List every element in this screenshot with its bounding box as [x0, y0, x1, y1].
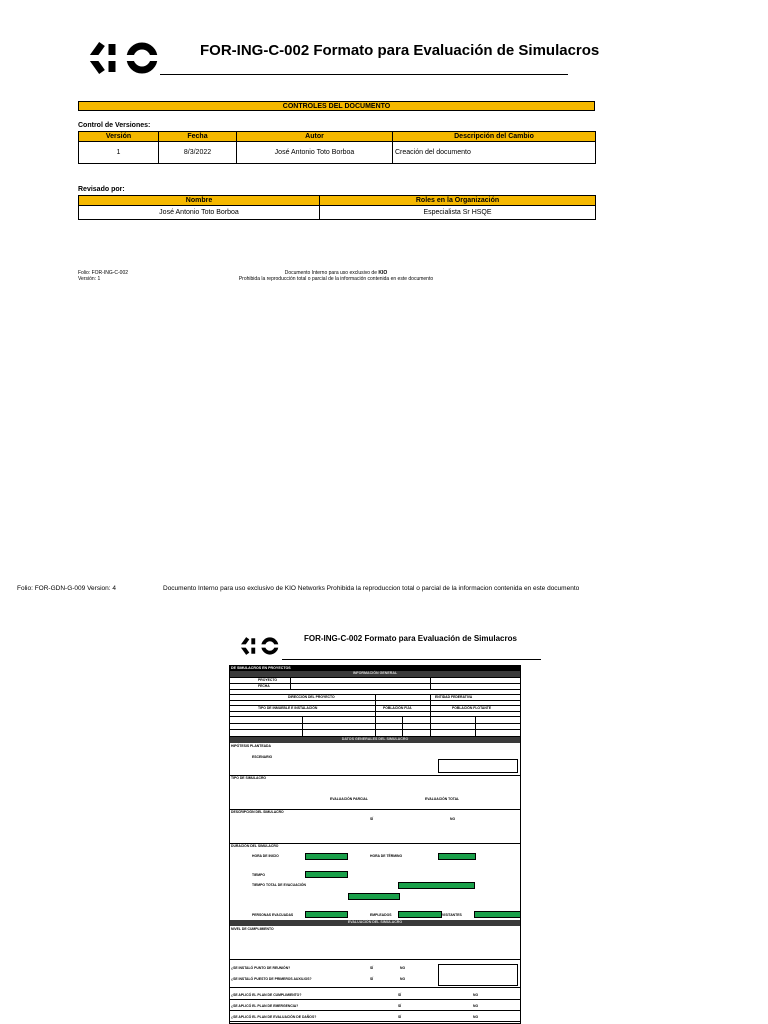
versions-header-description: Descripción del Cambio [393, 132, 596, 142]
reviewed-table [78, 195, 596, 220]
reviewed-header-role: Roles en la Organización [320, 196, 596, 206]
simulation-form [229, 665, 521, 1024]
start-time-field[interactable] [305, 853, 348, 860]
label-building-type: TIPO DE INMUEBLE E INSTALACIÓN [258, 706, 318, 710]
footer-notice-brand: KIO [378, 270, 388, 276]
label-meeting-point: ¿SE INSTALÓ PUNTO DE REUNIÓN? [231, 966, 291, 970]
label-total-evacuation-time: TIEMPO TOTAL DE EVACUACIÓN [252, 883, 307, 887]
employees-field[interactable] [398, 911, 442, 918]
label-floating-population: POBLACIÓN FLOTANTE [452, 706, 492, 710]
label-no: NO [400, 977, 406, 981]
label-project: PROYECTO [258, 678, 277, 682]
versions-header-author: Autor [237, 132, 393, 142]
versions-header-version: Versión [79, 132, 159, 142]
label-no: NO [473, 993, 479, 997]
label-direction: DIRECCIÓN DEL PROYECTO [288, 695, 335, 699]
label-total-evaluation: EVALUACIÓN TOTAL [425, 797, 460, 801]
duration-total-field[interactable] [348, 893, 400, 900]
kio-logo [240, 636, 282, 656]
visitors-field[interactable] [474, 911, 521, 918]
reviewer-role-cell: Especialista Sr HSQE [320, 206, 596, 220]
footer-folio: Folio: FOR-ING-C-002 [78, 270, 129, 276]
label-duration: DURACIÓN DEL SIMULACRO [231, 844, 279, 848]
end-time-field[interactable] [438, 853, 476, 860]
document-title: FOR-ING-C-002 Formato para Evaluación de Simulacros [200, 42, 600, 59]
table-row [79, 206, 596, 220]
versions-label: Control de Versiones: [78, 122, 151, 129]
title-divider [160, 74, 568, 75]
footer-notice-text: Documento Interno para uso exclusivo de [284, 270, 379, 276]
reviewer-name-cell: José Antonio Toto Borboa [79, 206, 320, 220]
label-no: NO [473, 1015, 479, 1019]
label-visitors: VISITANTES [442, 913, 462, 917]
kio-logo [88, 40, 164, 76]
label-scenario: ESCENARIO [252, 755, 273, 759]
total-evacuation-time-field[interactable] [398, 882, 475, 889]
reviewed-header-name: Nombre [79, 196, 320, 206]
reviewed-label: Revisado por: [78, 186, 125, 193]
label-no: NO [400, 966, 406, 970]
evacuated-people-field[interactable] [305, 911, 348, 918]
label-yes: SÍ [398, 1015, 402, 1019]
time-field[interactable] [305, 871, 348, 878]
label-compliance-level: NIVEL DE CUMPLIMIENTO [231, 927, 274, 931]
label-evacuated-people: PERSONAS EVACUADAS [252, 913, 294, 917]
form-title: DE SIMULACROS EN PROYECTOS [230, 666, 520, 671]
section-general-data: DATOS GENERALES DEL SIMULACRO [230, 737, 520, 743]
table-row [79, 142, 596, 164]
label-simulation-type: TIPO DE SIMULACRO [231, 776, 267, 780]
label-yes: SÍ [398, 993, 402, 997]
label-end-time: HORA DE TÉRMINO [370, 854, 403, 858]
document-title: FOR-ING-C-002 Formato para Evaluación de Simulacros [304, 634, 517, 643]
section-general-info: INFORMACIÓN GENERAL [230, 671, 520, 677]
author-cell: José Antonio Toto Borboa [237, 142, 393, 164]
label-emergency-plan: ¿SE APLICÓ EL PLAN DE EMERGENCIA? [231, 1004, 299, 1008]
label-time: TIEMPO [252, 873, 265, 877]
label-description: DESCRIPCIÓN DEL SIMULACRO [231, 810, 284, 814]
label-yes: SÍ [370, 977, 374, 981]
version-cell: 1 [79, 142, 159, 164]
label-first-aid: ¿SE INSTALÓ PUESTO DE PRIMEROS AUXILIOS? [231, 977, 312, 981]
label-fixed-population: POBLACIÓN FIJA [383, 706, 412, 710]
section-evaluation: EVALUACIÓN DEL SIMULACRO [230, 920, 520, 926]
versions-table [78, 131, 596, 164]
label-no: NO [450, 817, 456, 821]
label-yes: SÍ [370, 817, 374, 821]
title-divider [282, 659, 541, 660]
description-cell: Creación del documento [393, 142, 596, 164]
date-cell: 8/3/2022 [159, 142, 237, 164]
label-hypothesis: HIPÓTESIS PLANTEADA [231, 744, 271, 748]
label-damage-plan: ¿SE APLICÓ EL PLAN DE EVALUACIÓN DE DAÑOS? [231, 1015, 317, 1019]
label-yes: SÍ [398, 1004, 402, 1008]
label-partial-evaluation: EVALUACIÓN PARCIAL [330, 797, 368, 801]
label-employees: EMPLEADOS [370, 913, 392, 917]
page-footer-notice: Documento Interno para uso exclusivo de KIO Networks Prohibida la reproduccion total o parcial de la informacion contenida en este documento [163, 585, 580, 592]
label-compliance-plan: ¿SE APLICÓ EL PLAN DE CUMPLIMIENTO? [231, 993, 302, 997]
footer-version: Versión: 1 [78, 276, 101, 282]
footer-notice-line2: Prohibida la reproducción total o parcial de la información contenida en este documento [238, 276, 434, 282]
controls-bar: CONTROLES DEL DOCUMENTO [78, 101, 595, 111]
label-date: FECHA [258, 684, 270, 688]
label-start-time: HORA DE INICIO [252, 854, 279, 858]
page-footer-folio: Folio: FOR-GDN-G-009 Version: 4 [17, 585, 116, 592]
label-yes: SÍ [370, 966, 374, 970]
versions-header-date: Fecha [159, 132, 237, 142]
label-entity: ENTIDAD FEDERATIVA [435, 695, 473, 699]
label-no: NO [473, 1004, 479, 1008]
